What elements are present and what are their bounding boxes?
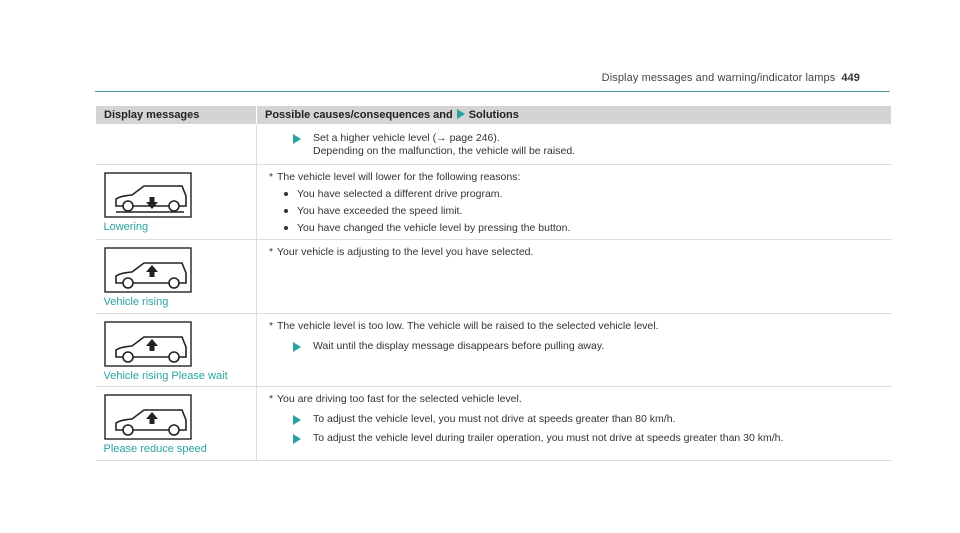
page-number: 449 bbox=[841, 72, 860, 84]
table-row bbox=[96, 387, 892, 461]
cause-lead: The vehicle level will lower for the following reasons: bbox=[277, 171, 521, 183]
vehicle-rising-icon bbox=[104, 321, 192, 367]
star-marker: * bbox=[269, 320, 274, 332]
list-item: You have changed the vehicle level by pressing the button. bbox=[279, 222, 892, 235]
cause-cell bbox=[257, 314, 892, 387]
running-header bbox=[602, 72, 860, 84]
message-caption: Lowering bbox=[103, 221, 149, 233]
message-caption: Please reduce speed bbox=[103, 443, 207, 455]
header-rule bbox=[95, 91, 890, 92]
step-text-continued: Depending on the malfunction, the vehicle will be raised. bbox=[313, 145, 576, 157]
table-row bbox=[96, 165, 892, 240]
message-caption: Vehicle rising Please wait bbox=[103, 370, 228, 382]
table-row bbox=[96, 125, 892, 165]
star-marker: * bbox=[269, 246, 274, 258]
step-text: To adjust the vehicle level during trailer operation, you must not drive at speeds greater than 30 km/h. bbox=[313, 432, 784, 444]
play-arrow-icon bbox=[293, 434, 301, 444]
table-header-row bbox=[96, 106, 892, 125]
column-header-causes bbox=[257, 106, 892, 125]
causes-label: Possible causes/consequences and bbox=[265, 109, 453, 121]
cause-lead: Your vehicle is adjusting to the level you have selected. bbox=[277, 246, 534, 258]
cause-cell bbox=[257, 387, 892, 461]
vehicle-rising-icon bbox=[104, 394, 192, 440]
list-item: You have selected a different drive program. bbox=[279, 188, 892, 201]
vehicle-rising-icon bbox=[104, 247, 192, 293]
play-arrow-icon bbox=[293, 342, 301, 352]
section-title: Display messages and warning/indicator lamps bbox=[601, 72, 836, 84]
display-messages-table bbox=[95, 105, 892, 461]
solutions-label: Solutions bbox=[468, 109, 519, 121]
cause-lead: The vehicle level is too low. The vehicle will be raised to the selected vehicle level. bbox=[277, 320, 659, 332]
message-caption: Vehicle rising bbox=[103, 296, 169, 308]
cause-text bbox=[269, 246, 892, 259]
star-marker: * bbox=[269, 393, 274, 405]
solution-step bbox=[287, 132, 892, 158]
play-arrow-icon bbox=[293, 415, 301, 425]
table-row bbox=[96, 314, 892, 387]
solution-step bbox=[287, 413, 892, 426]
step-text: Set a higher vehicle level (→ page 246). bbox=[313, 132, 500, 144]
display-cell bbox=[96, 165, 257, 240]
display-cell bbox=[96, 240, 257, 314]
cause-text bbox=[269, 393, 892, 406]
step-text: Wait until the display message disappears before pulling away. bbox=[313, 340, 605, 352]
step-text: To adjust the vehicle level, you must not drive at speeds greater than 80 km/h. bbox=[313, 413, 676, 425]
play-arrow-icon bbox=[293, 134, 301, 144]
vehicle-lowering-icon bbox=[104, 172, 192, 218]
cause-cell bbox=[257, 240, 892, 314]
star-marker: * bbox=[269, 171, 274, 183]
display-cell bbox=[96, 387, 257, 461]
cause-text bbox=[269, 320, 892, 333]
cause-text bbox=[269, 171, 892, 184]
empty-cell bbox=[96, 125, 257, 165]
display-cell bbox=[96, 314, 257, 387]
cause-cell bbox=[257, 165, 892, 240]
play-arrow-icon bbox=[457, 109, 465, 119]
solution-step bbox=[287, 340, 892, 353]
cause-lead: You are driving too fast for the selected vehicle level. bbox=[277, 393, 522, 405]
list-item: You have exceeded the speed limit. bbox=[279, 205, 892, 218]
solution-step bbox=[287, 432, 892, 445]
solution-cell bbox=[257, 125, 892, 165]
column-header-display: Display messages bbox=[96, 106, 257, 125]
table-row bbox=[96, 240, 892, 314]
